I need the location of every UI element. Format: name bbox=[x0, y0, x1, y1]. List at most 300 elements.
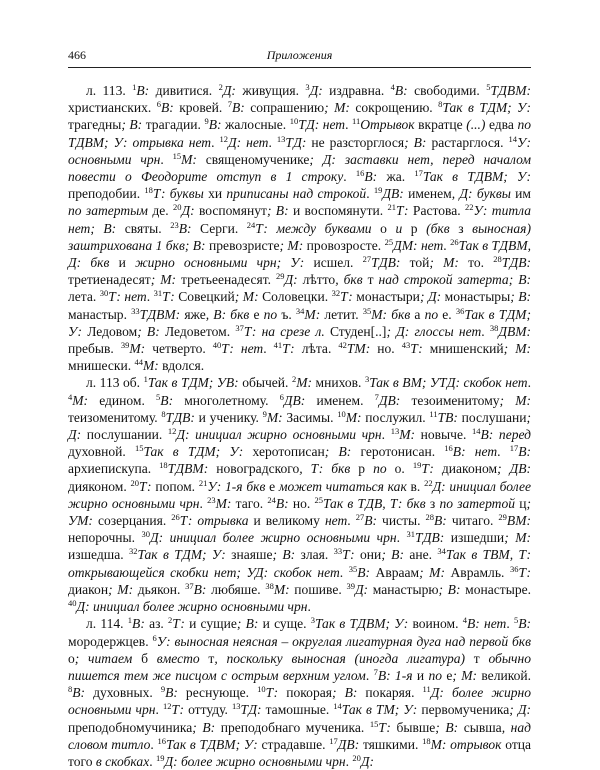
text-segment: послужил. bbox=[361, 409, 430, 425]
text-segment: преподобии. bbox=[68, 186, 145, 202]
editorial-note: (...) bbox=[466, 117, 486, 133]
editorial-note: ; В: bbox=[381, 547, 404, 563]
footnote-marker: 15 bbox=[172, 150, 182, 161]
apparatus-paragraph-l113ob bbox=[68, 374, 531, 615]
text-segment: т bbox=[465, 650, 489, 666]
editorial-note: Д: инициал жирно основными чрн bbox=[176, 427, 382, 443]
footnote-marker: 20 bbox=[172, 202, 182, 213]
footnote-marker: 2 bbox=[291, 374, 297, 385]
footnote-marker: 5 bbox=[513, 615, 519, 626]
editorial-note: ; М: bbox=[324, 100, 350, 116]
text-segment: третьеенадесят. bbox=[176, 272, 277, 288]
editorial-note: ТД: bbox=[240, 702, 262, 718]
footnote-marker: 19 bbox=[155, 752, 165, 763]
footnote-marker: 27 bbox=[355, 512, 365, 523]
editorial-note: ; В: bbox=[331, 685, 358, 701]
footnote-marker: 10 bbox=[257, 684, 266, 695]
footnote-marker: 20 bbox=[130, 477, 140, 488]
footnote-marker: 8 bbox=[68, 684, 73, 695]
editorial-note: В: bbox=[275, 495, 289, 511]
editorial-note: Т: bbox=[172, 616, 185, 632]
editorial-note: ; М: bbox=[499, 392, 531, 408]
text-segment: христианских. bbox=[68, 100, 157, 116]
editorial-note: ; М: bbox=[419, 564, 445, 580]
editorial-note: В: bbox=[364, 513, 377, 529]
text-segment: р bbox=[402, 220, 427, 236]
editorial-note: Т: bbox=[342, 547, 355, 563]
footnote-marker: 26 bbox=[450, 236, 459, 247]
editorial-note: Д: нет bbox=[227, 134, 269, 150]
editorial-note: ТДВМ: bbox=[139, 306, 181, 322]
footnote-marker: 25 bbox=[314, 494, 323, 505]
footnote-marker: 2 bbox=[168, 615, 173, 626]
footnote-marker: 37 bbox=[185, 580, 194, 591]
editorial-note: Д: bbox=[360, 753, 374, 769]
editorial-note: Так в ТДМ; У: bbox=[137, 547, 226, 563]
text-segment: священомученике bbox=[196, 151, 310, 167]
text-segment: . bbox=[506, 616, 514, 632]
footnote-marker: 4 bbox=[390, 82, 395, 92]
text-segment: Авраам bbox=[370, 564, 420, 580]
footnote-marker: 9 bbox=[204, 116, 209, 127]
editorial-note: В: 1-я bbox=[377, 667, 413, 683]
editorial-note: Т: bbox=[518, 564, 531, 580]
editorial-note: ; В: bbox=[324, 444, 352, 460]
editorial-note: по bbox=[373, 461, 387, 477]
footnote-marker: 12 bbox=[162, 701, 172, 712]
footnote-marker: 12 bbox=[167, 426, 177, 437]
text-segment: страдавше. bbox=[257, 736, 330, 752]
text-segment: . bbox=[268, 134, 277, 150]
text-segment: превозристе bbox=[205, 237, 280, 253]
footnote-marker: 6 bbox=[156, 99, 161, 110]
editorial-note: ТДВ: bbox=[165, 409, 195, 425]
text-segment: послушании. bbox=[81, 427, 168, 443]
editorial-note: ; М: bbox=[150, 272, 177, 288]
footnote-marker: 4 bbox=[68, 391, 73, 402]
editorial-note: по bbox=[428, 667, 443, 683]
document-page bbox=[68, 48, 531, 770]
editorial-note: ; М: bbox=[429, 255, 459, 271]
text-segment: . bbox=[347, 513, 356, 529]
text-segment: и великому bbox=[248, 513, 325, 529]
text-segment: . bbox=[339, 564, 349, 580]
text-segment: отца того bbox=[68, 736, 531, 769]
footnote-marker: 35 bbox=[348, 563, 358, 574]
editorial-note: ТД: bbox=[285, 134, 307, 150]
editorial-note: М: bbox=[181, 151, 197, 167]
editorial-note: Т: bbox=[410, 341, 423, 357]
footnote-marker: 17 bbox=[414, 168, 423, 179]
footnote-marker: 2 bbox=[218, 82, 223, 92]
editorial-note: , над словом титло bbox=[68, 719, 531, 752]
editorial-note: обычно пишется тем же писцом с острым верхним углом bbox=[68, 650, 531, 683]
editorial-note: Т: нет bbox=[221, 341, 264, 357]
editorial-note: Д: более жирно основными чрн bbox=[68, 685, 531, 718]
editorial-note: ТДВ: bbox=[501, 255, 531, 271]
text-segment: трагедны bbox=[68, 117, 122, 133]
editorial-note: Т: bbox=[139, 478, 152, 494]
text-segment: послушани bbox=[457, 409, 527, 425]
editorial-note: В: bbox=[136, 83, 150, 98]
text-segment: диакон bbox=[68, 581, 109, 597]
footnote-marker: 32 bbox=[331, 288, 341, 299]
text-segment: не разсторглося bbox=[306, 134, 405, 150]
text-segment: Засимы. bbox=[282, 409, 338, 425]
footnote-marker: 39 bbox=[346, 580, 355, 591]
editorial-note: , Т: бкв bbox=[299, 461, 351, 477]
text-segment: четверто. bbox=[145, 341, 213, 357]
footnote-marker: 39 bbox=[120, 340, 130, 351]
text-segment: реснующе. bbox=[177, 685, 258, 701]
text-segment: бывше bbox=[390, 719, 436, 735]
text-segment: живущия. bbox=[235, 83, 306, 98]
footnote-marker: 10 bbox=[337, 408, 346, 419]
text-segment: . bbox=[527, 375, 531, 391]
footnote-marker: 14 bbox=[472, 426, 481, 437]
editorial-note: нет bbox=[324, 513, 348, 529]
text-segment: вкратце bbox=[414, 117, 467, 133]
editorial-note: над строкой затерта; В: bbox=[378, 272, 531, 288]
text-segment: Студен[..] bbox=[324, 323, 387, 339]
editorial-note: по ТДВМ; У: отрывка нет bbox=[68, 117, 532, 150]
footnote-marker: 41 bbox=[273, 340, 283, 351]
footnote-marker: 3 bbox=[305, 82, 310, 92]
editorial-note: В: bbox=[434, 513, 447, 529]
footnote-marker: 15 bbox=[134, 443, 144, 454]
text-segment: той bbox=[400, 255, 430, 271]
editorial-note: по bbox=[424, 306, 439, 322]
editorial-note: выносная) заштрихована 1 бкв; В: bbox=[68, 220, 531, 253]
text-segment: мнихов. bbox=[312, 375, 365, 391]
editorial-note: ; В: bbox=[438, 581, 461, 597]
text-segment: лѣтто bbox=[297, 272, 336, 288]
footnote-marker: 34 bbox=[437, 546, 446, 557]
editorial-note: ТМ: bbox=[346, 341, 371, 357]
editorial-note: Т: между буквами bbox=[255, 220, 372, 236]
editorial-note: В: bbox=[72, 685, 86, 701]
text-segment: духовной. bbox=[68, 444, 135, 460]
text-segment: свободими. bbox=[407, 83, 487, 98]
editorial-note: В: bbox=[518, 616, 531, 632]
text-segment: Серги. bbox=[191, 220, 247, 236]
footnote-marker: 13 bbox=[232, 701, 241, 712]
text-segment: дияконом. bbox=[68, 478, 131, 494]
footnote-marker: 19 bbox=[412, 460, 422, 471]
text-segment: ц bbox=[515, 495, 527, 511]
text-segment: е bbox=[249, 306, 264, 322]
footnote-marker: 38 bbox=[489, 322, 499, 333]
text-segment: яже bbox=[180, 306, 206, 322]
editorial-note: В: нет bbox=[452, 444, 498, 460]
footnote-marker: 21 bbox=[198, 477, 208, 488]
footnote-marker: 44 bbox=[134, 357, 143, 368]
editorial-note: ДВМ: bbox=[498, 323, 532, 339]
editorial-note: (бкв bbox=[426, 220, 450, 236]
text-segment: преподобнаго мученика. bbox=[215, 719, 370, 735]
editorial-note: Т: bbox=[171, 702, 185, 718]
editorial-note: ТВ: bbox=[437, 409, 458, 425]
editorial-note: Д: bbox=[309, 83, 323, 98]
editorial-note: ТД: нет bbox=[298, 117, 346, 133]
text-segment: л. 113. bbox=[86, 83, 133, 98]
footnote-marker: 16 bbox=[157, 735, 167, 746]
editorial-note: ; М: bbox=[108, 581, 134, 597]
text-segment: они bbox=[354, 547, 382, 563]
footnote-marker: 3 bbox=[310, 615, 315, 626]
running-head: Приложения bbox=[266, 48, 333, 62]
editorial-note: ВМ: bbox=[506, 513, 531, 529]
text-segment: первомученика bbox=[417, 702, 510, 718]
text-segment: з bbox=[425, 495, 440, 511]
text-segment: манастырю bbox=[368, 581, 439, 597]
text-segment: злая. bbox=[295, 547, 334, 563]
footnote-marker: 7 bbox=[374, 391, 379, 402]
text-segment: тезоименитому bbox=[400, 392, 500, 408]
editorial-note: У: титла нет; В: bbox=[68, 203, 531, 236]
editorial-note: Д: инициал более жирно основными чрн bbox=[150, 530, 397, 546]
editorial-note: Так в ТДВМ, Д: бкв bbox=[68, 237, 531, 271]
editorial-note: М: отрывок bbox=[430, 736, 502, 752]
footnote-marker: 11 bbox=[429, 408, 438, 419]
editorial-note: ; М: bbox=[503, 341, 532, 357]
editorial-note: В: bbox=[160, 392, 174, 408]
editorial-note: Т: bbox=[162, 289, 175, 305]
text-segment: . bbox=[366, 186, 374, 202]
editorial-note: ; Д: bbox=[509, 702, 531, 718]
text-segment: . bbox=[155, 702, 163, 718]
text-segment: . bbox=[345, 117, 353, 133]
editorial-note: ; В: bbox=[137, 323, 160, 339]
editorial-note: по bbox=[263, 306, 278, 322]
footnote-marker: 24 bbox=[246, 219, 256, 230]
footnote-marker: 11 bbox=[422, 684, 431, 695]
footnote-marker: 9 bbox=[160, 684, 166, 695]
text-segment: вдолся. bbox=[158, 358, 205, 374]
text-segment: то. bbox=[458, 255, 494, 271]
editorial-note: Т: bbox=[421, 461, 434, 477]
text-segment: любяше. bbox=[206, 581, 266, 597]
text-segment: . bbox=[160, 151, 173, 167]
editorial-note: ; М: bbox=[452, 667, 478, 683]
editorial-note: М: bbox=[273, 581, 290, 597]
footnote-marker: 28 bbox=[425, 512, 435, 523]
editorial-note: Так в ТДВ, Т: бкв bbox=[323, 495, 426, 511]
text-segment: Ледовом bbox=[81, 323, 138, 339]
editorial-note: Т: нет bbox=[108, 289, 147, 305]
editorial-note: ; Д: bbox=[68, 409, 531, 443]
footnote-marker: 29 bbox=[276, 271, 285, 282]
footnote-marker: 7 bbox=[373, 666, 378, 677]
editorial-note: ; Д: глоссы нет bbox=[386, 323, 482, 339]
text-segment: сокрощению. bbox=[349, 100, 439, 116]
text-segment: аз. bbox=[144, 616, 169, 632]
text-segment: манастыр. bbox=[68, 306, 132, 322]
text-segment: о bbox=[68, 650, 75, 666]
text-segment: трагадии. bbox=[142, 117, 205, 133]
editorial-note: В: bbox=[231, 100, 245, 116]
text-segment: лета. bbox=[68, 289, 100, 305]
footnote-marker: 30 bbox=[99, 288, 109, 299]
text-segment: т bbox=[199, 650, 215, 666]
text-segment: о. bbox=[386, 461, 413, 477]
footnote-marker: 32 bbox=[128, 546, 138, 557]
footnote-marker: 12 bbox=[219, 133, 228, 144]
footnote-marker: 19 bbox=[373, 185, 383, 196]
footnote-marker: 17 bbox=[509, 443, 519, 454]
editorial-note: В: bbox=[160, 100, 174, 116]
footnote-marker: 9 bbox=[262, 408, 267, 419]
text-segment: . bbox=[345, 753, 353, 769]
text-segment: б bbox=[132, 650, 157, 666]
text-segment: з bbox=[449, 220, 473, 236]
editorial-note: ДВ: bbox=[378, 392, 401, 408]
editorial-note: Т: bbox=[378, 719, 391, 735]
text-segment: . bbox=[211, 134, 220, 150]
editorial-note: в скобках bbox=[95, 753, 150, 769]
footnote-marker: 43 bbox=[401, 340, 411, 351]
text-segment: л. 113 об. bbox=[86, 375, 144, 391]
text-segment: изшедша. bbox=[68, 547, 129, 563]
editorial-note: , бкв bbox=[335, 272, 363, 288]
editorial-note: Так в ТДВМ; У: bbox=[166, 736, 258, 752]
footnote-marker: 6 bbox=[152, 632, 157, 643]
text-segment: именем bbox=[403, 186, 452, 202]
editorial-note: ; В: bbox=[192, 719, 216, 735]
text-segment: . bbox=[263, 341, 274, 357]
editorial-note: В: bbox=[364, 169, 378, 185]
editorial-note: ; В: bbox=[272, 547, 296, 563]
text-segment: таго. bbox=[231, 495, 268, 511]
text-segment: жа. bbox=[377, 169, 415, 185]
footnote-marker: 17 bbox=[329, 735, 338, 746]
footnote-marker: 37 bbox=[235, 322, 244, 333]
editorial-note: М: bbox=[304, 306, 321, 322]
text-segment: е bbox=[442, 667, 453, 683]
text-segment: и bbox=[109, 255, 136, 271]
text-segment: попом. bbox=[151, 478, 199, 494]
footnote-marker: 40 bbox=[68, 598, 77, 609]
editorial-note: ; В: bbox=[266, 203, 289, 219]
footnote-marker: 10 bbox=[289, 116, 299, 127]
text-segment: Ледоветом. bbox=[159, 323, 236, 339]
text-segment: но. bbox=[288, 495, 315, 511]
text-segment: третиенадесят bbox=[68, 272, 151, 288]
footnote-marker: 31 bbox=[153, 288, 163, 299]
footnote-marker: 30 bbox=[141, 529, 151, 540]
editorial-note: В: bbox=[357, 564, 370, 580]
text-segment: . bbox=[381, 427, 391, 443]
footnote-marker: 21 bbox=[387, 202, 396, 213]
editorial-note: ТДВМ: bbox=[167, 461, 209, 477]
footnote-marker: 5 bbox=[156, 391, 161, 402]
text-segment: новоградского bbox=[208, 461, 300, 477]
editorial-note: М: bbox=[345, 409, 362, 425]
editorial-note: М: bbox=[399, 427, 415, 443]
footnote-marker: 13 bbox=[390, 426, 400, 437]
footnote-marker: 27 bbox=[362, 254, 372, 265]
text-segment: воспомянут bbox=[194, 203, 267, 219]
editorial-note: , поскольку выносная (иногда лигатура) bbox=[214, 650, 466, 666]
header-rule bbox=[68, 67, 531, 68]
text-segment: херотописан bbox=[243, 444, 325, 460]
footnote-marker: 35 bbox=[362, 305, 372, 316]
footnote-marker: 16 bbox=[355, 168, 365, 179]
text-segment: летит. bbox=[320, 306, 363, 322]
editorial-note: У: 1-я бкв bbox=[207, 478, 266, 494]
footnote-marker: 4 bbox=[462, 615, 467, 626]
text-segment: . bbox=[307, 599, 311, 615]
editorial-note: ДМ: нет bbox=[393, 237, 444, 253]
footnote-marker: 38 bbox=[265, 580, 274, 591]
editorial-note: М: bbox=[215, 495, 232, 511]
footnote-marker: 11 bbox=[352, 116, 361, 127]
editorial-note: ; М: bbox=[234, 289, 259, 305]
text-segment: чисты. bbox=[377, 513, 426, 529]
editorial-note: Т: bbox=[265, 685, 279, 701]
text-segment: монастыры bbox=[441, 289, 511, 305]
editorial-note: Т: bbox=[396, 203, 409, 219]
footnote-marker: 14 bbox=[333, 701, 342, 712]
text-segment: . bbox=[481, 323, 490, 339]
footnote-marker: 8 bbox=[161, 408, 166, 419]
text-segment: . bbox=[199, 495, 208, 511]
footnote-marker: 29 bbox=[498, 512, 507, 523]
footnote-marker: 18 bbox=[159, 460, 168, 471]
text-segment: в. bbox=[406, 478, 425, 494]
editorial-note: Так в ТДМ; УВ: bbox=[147, 375, 239, 391]
footnote-marker: 31 bbox=[406, 529, 415, 540]
text-segment: тамошные. bbox=[261, 702, 334, 718]
footnote-marker: 28 bbox=[493, 254, 502, 265]
editorial-note: ТДВ: bbox=[414, 530, 445, 546]
footnote-marker: 34 bbox=[295, 305, 305, 316]
footnote-marker: 1 bbox=[143, 374, 148, 385]
editorial-note: ; В: bbox=[121, 117, 143, 133]
text-segment: ъ. bbox=[277, 306, 296, 322]
footnote-marker: 33 bbox=[131, 305, 140, 316]
editorial-note: Т: отрывка bbox=[179, 513, 249, 529]
editorial-note: ТДВ: bbox=[371, 255, 401, 271]
text-segment: едва bbox=[485, 117, 518, 133]
text-segment: новыче. bbox=[414, 427, 472, 443]
editorial-note: В: bbox=[165, 685, 178, 701]
text-segment: теизоменитому. bbox=[68, 409, 162, 425]
text-segment: пошиве. bbox=[289, 581, 347, 597]
text-segment: мнишески. bbox=[68, 358, 135, 374]
editorial-note: М: бкв bbox=[371, 306, 411, 322]
text-segment: монастыре. bbox=[460, 581, 531, 597]
footnote-marker: 40 bbox=[212, 340, 222, 351]
editorial-note: жирно основными чрн; У: bbox=[135, 255, 305, 271]
editorial-note: У: основными чрн bbox=[68, 134, 531, 167]
editorial-note: , В: бкв bbox=[205, 306, 250, 322]
editorial-note: Д: bbox=[354, 581, 369, 597]
editorial-note: Так в ТДМ; У: bbox=[442, 100, 532, 116]
editorial-note: Так в ТДМ; У: bbox=[68, 306, 531, 339]
editorial-note: У: выносная неясная – округлая лигатурная дуга над первой бкв bbox=[156, 633, 531, 649]
editorial-note: ; В: bbox=[510, 289, 532, 305]
text-segment: покаряя. bbox=[357, 685, 423, 701]
text-segment: . bbox=[149, 753, 156, 769]
text-segment: о bbox=[371, 220, 396, 236]
text-segment: р bbox=[350, 461, 374, 477]
text-segment: непорочны. bbox=[68, 530, 142, 546]
editorial-note: Д: инициал более жирно основными чрн bbox=[68, 478, 532, 511]
text-segment: . bbox=[443, 237, 451, 253]
text-segment: и воспомянути. bbox=[288, 203, 388, 219]
footnote-marker: 23 bbox=[170, 219, 179, 230]
